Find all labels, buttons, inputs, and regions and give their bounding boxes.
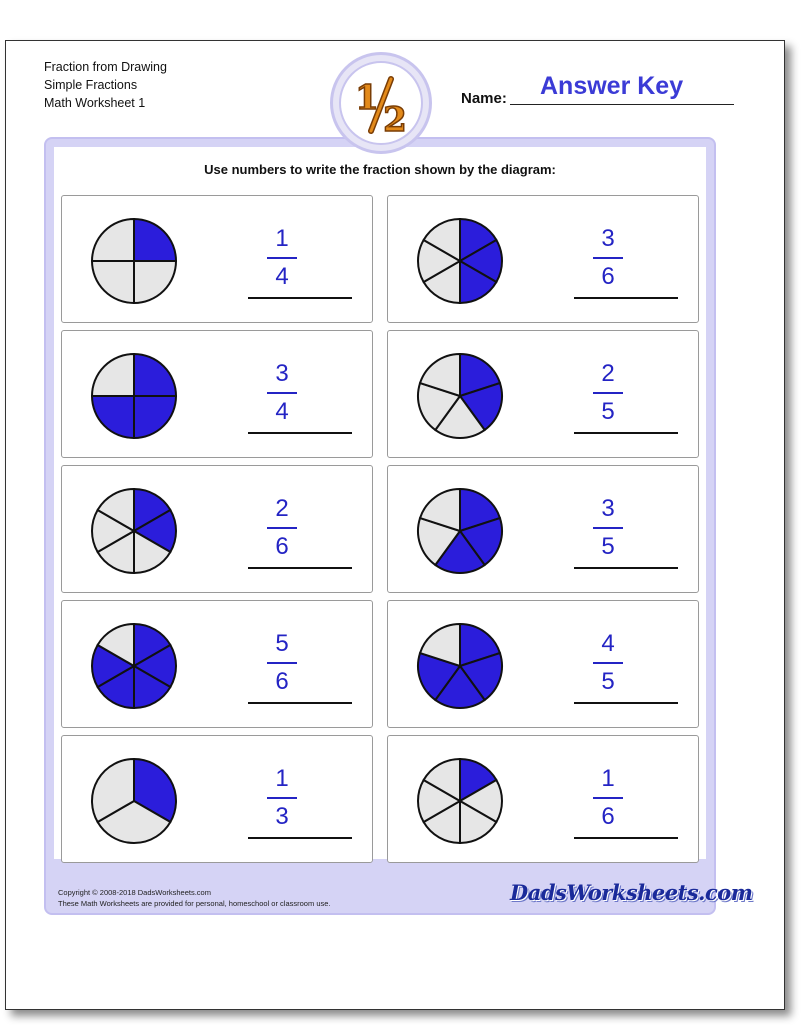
answer-line — [248, 702, 352, 704]
fraction-pie-diagram — [90, 352, 178, 440]
fraction-numerator: 4 — [601, 630, 615, 657]
problem-card — [387, 735, 699, 863]
pie-slice-filled — [134, 396, 176, 438]
fraction-denominator: 6 — [275, 533, 289, 560]
answer-key-text: Answer Key — [540, 72, 684, 100]
fraction-denominator: 5 — [601, 398, 615, 425]
answer-line — [574, 432, 678, 434]
fraction-answer — [267, 629, 297, 697]
worksheet-header-info — [44, 58, 167, 112]
problem-card — [387, 195, 699, 323]
answer-line — [574, 702, 678, 704]
answer-line — [248, 567, 352, 569]
name-label: Name: — [461, 90, 507, 107]
fraction-denominator: 4 — [275, 263, 289, 290]
fraction-bar — [267, 527, 297, 529]
fraction-bar — [267, 797, 297, 799]
problem-card — [387, 465, 699, 593]
badge-numerator: 1 — [355, 78, 379, 118]
pie-slice-empty — [134, 261, 176, 303]
fraction-pie-diagram — [90, 622, 178, 710]
fraction-answer — [593, 629, 623, 697]
fraction-bar — [593, 797, 623, 799]
fraction-numerator: 1 — [275, 225, 289, 252]
fraction-bar — [593, 392, 623, 394]
fraction-pie-diagram — [416, 487, 504, 575]
fraction-answer — [267, 494, 297, 562]
fraction-pie-diagram — [416, 217, 504, 305]
dadsworksheets-logo: DadsWorksheets.com — [510, 880, 753, 905]
usage-notice: These Math Worksheets are provided for personal, homeschool or classroom use. — [58, 899, 331, 908]
fraction-numerator: 3 — [275, 360, 289, 387]
fraction-bar — [267, 662, 297, 664]
fraction-answer — [593, 224, 623, 292]
fraction-numerator: 1 — [275, 765, 289, 792]
problem-card — [61, 465, 373, 593]
fraction-pie-diagram — [416, 622, 504, 710]
fraction-answer — [267, 359, 297, 427]
fraction-answer — [267, 224, 297, 292]
fraction-pie-diagram — [416, 352, 504, 440]
instructions: Use numbers to write the fraction shown by the diagram: — [204, 162, 556, 177]
answer-line — [248, 297, 352, 299]
fraction-bar — [267, 257, 297, 259]
worksheet-number: Math Worksheet 1 — [44, 96, 146, 110]
answer-line — [574, 837, 678, 839]
fraction-denominator: 5 — [601, 533, 615, 560]
pie-slice-filled — [134, 354, 176, 396]
fraction-answer — [593, 359, 623, 427]
pie-slice-filled — [92, 396, 134, 438]
problem-card — [61, 600, 373, 728]
fraction-pie-diagram — [416, 757, 504, 845]
copyright-text: Copyright © 2008-2018 DadsWorksheets.com — [58, 888, 211, 897]
name-field-line — [510, 104, 734, 105]
answer-line — [574, 297, 678, 299]
answer-line — [574, 567, 678, 569]
fraction-denominator: 5 — [601, 668, 615, 695]
answer-line — [248, 837, 352, 839]
fraction-numerator: 3 — [601, 495, 615, 522]
fraction-denominator: 6 — [275, 668, 289, 695]
problem-card — [61, 195, 373, 323]
copyright-notice — [58, 887, 331, 909]
problem-card — [387, 330, 699, 458]
fraction-numerator: 3 — [601, 225, 615, 252]
problem-card — [61, 330, 373, 458]
fraction-answer — [593, 494, 623, 562]
pie-slice-empty — [92, 261, 134, 303]
problem-card — [61, 735, 373, 863]
fraction-denominator: 4 — [275, 398, 289, 425]
fraction-denominator: 6 — [601, 803, 615, 830]
worksheet-title: Fraction from Drawing — [44, 60, 167, 74]
fraction-bar — [593, 257, 623, 259]
fraction-numerator: 1 — [601, 765, 615, 792]
fraction-pie-diagram — [90, 217, 178, 305]
fraction-denominator: 3 — [275, 803, 289, 830]
fraction-bar — [593, 662, 623, 664]
fraction-pie-diagram — [90, 487, 178, 575]
problem-grid — [61, 195, 699, 863]
fraction-bar — [593, 527, 623, 529]
problem-card — [387, 600, 699, 728]
fraction-pie-diagram — [90, 757, 178, 845]
fraction-answer — [593, 764, 623, 832]
fraction-numerator: 2 — [275, 495, 289, 522]
pie-slice-empty — [92, 354, 134, 396]
fraction-answer — [267, 764, 297, 832]
badge-denominator: 2 — [383, 100, 407, 140]
fraction-denominator: 6 — [601, 263, 615, 290]
pie-slice-filled — [134, 219, 176, 261]
one-half-badge-icon — [330, 52, 432, 154]
fraction-bar — [267, 392, 297, 394]
worksheet-subtitle: Simple Fractions — [44, 78, 138, 92]
pie-slice-empty — [92, 219, 134, 261]
fraction-numerator: 2 — [601, 360, 615, 387]
fraction-numerator: 5 — [275, 630, 289, 657]
answer-line — [248, 432, 352, 434]
